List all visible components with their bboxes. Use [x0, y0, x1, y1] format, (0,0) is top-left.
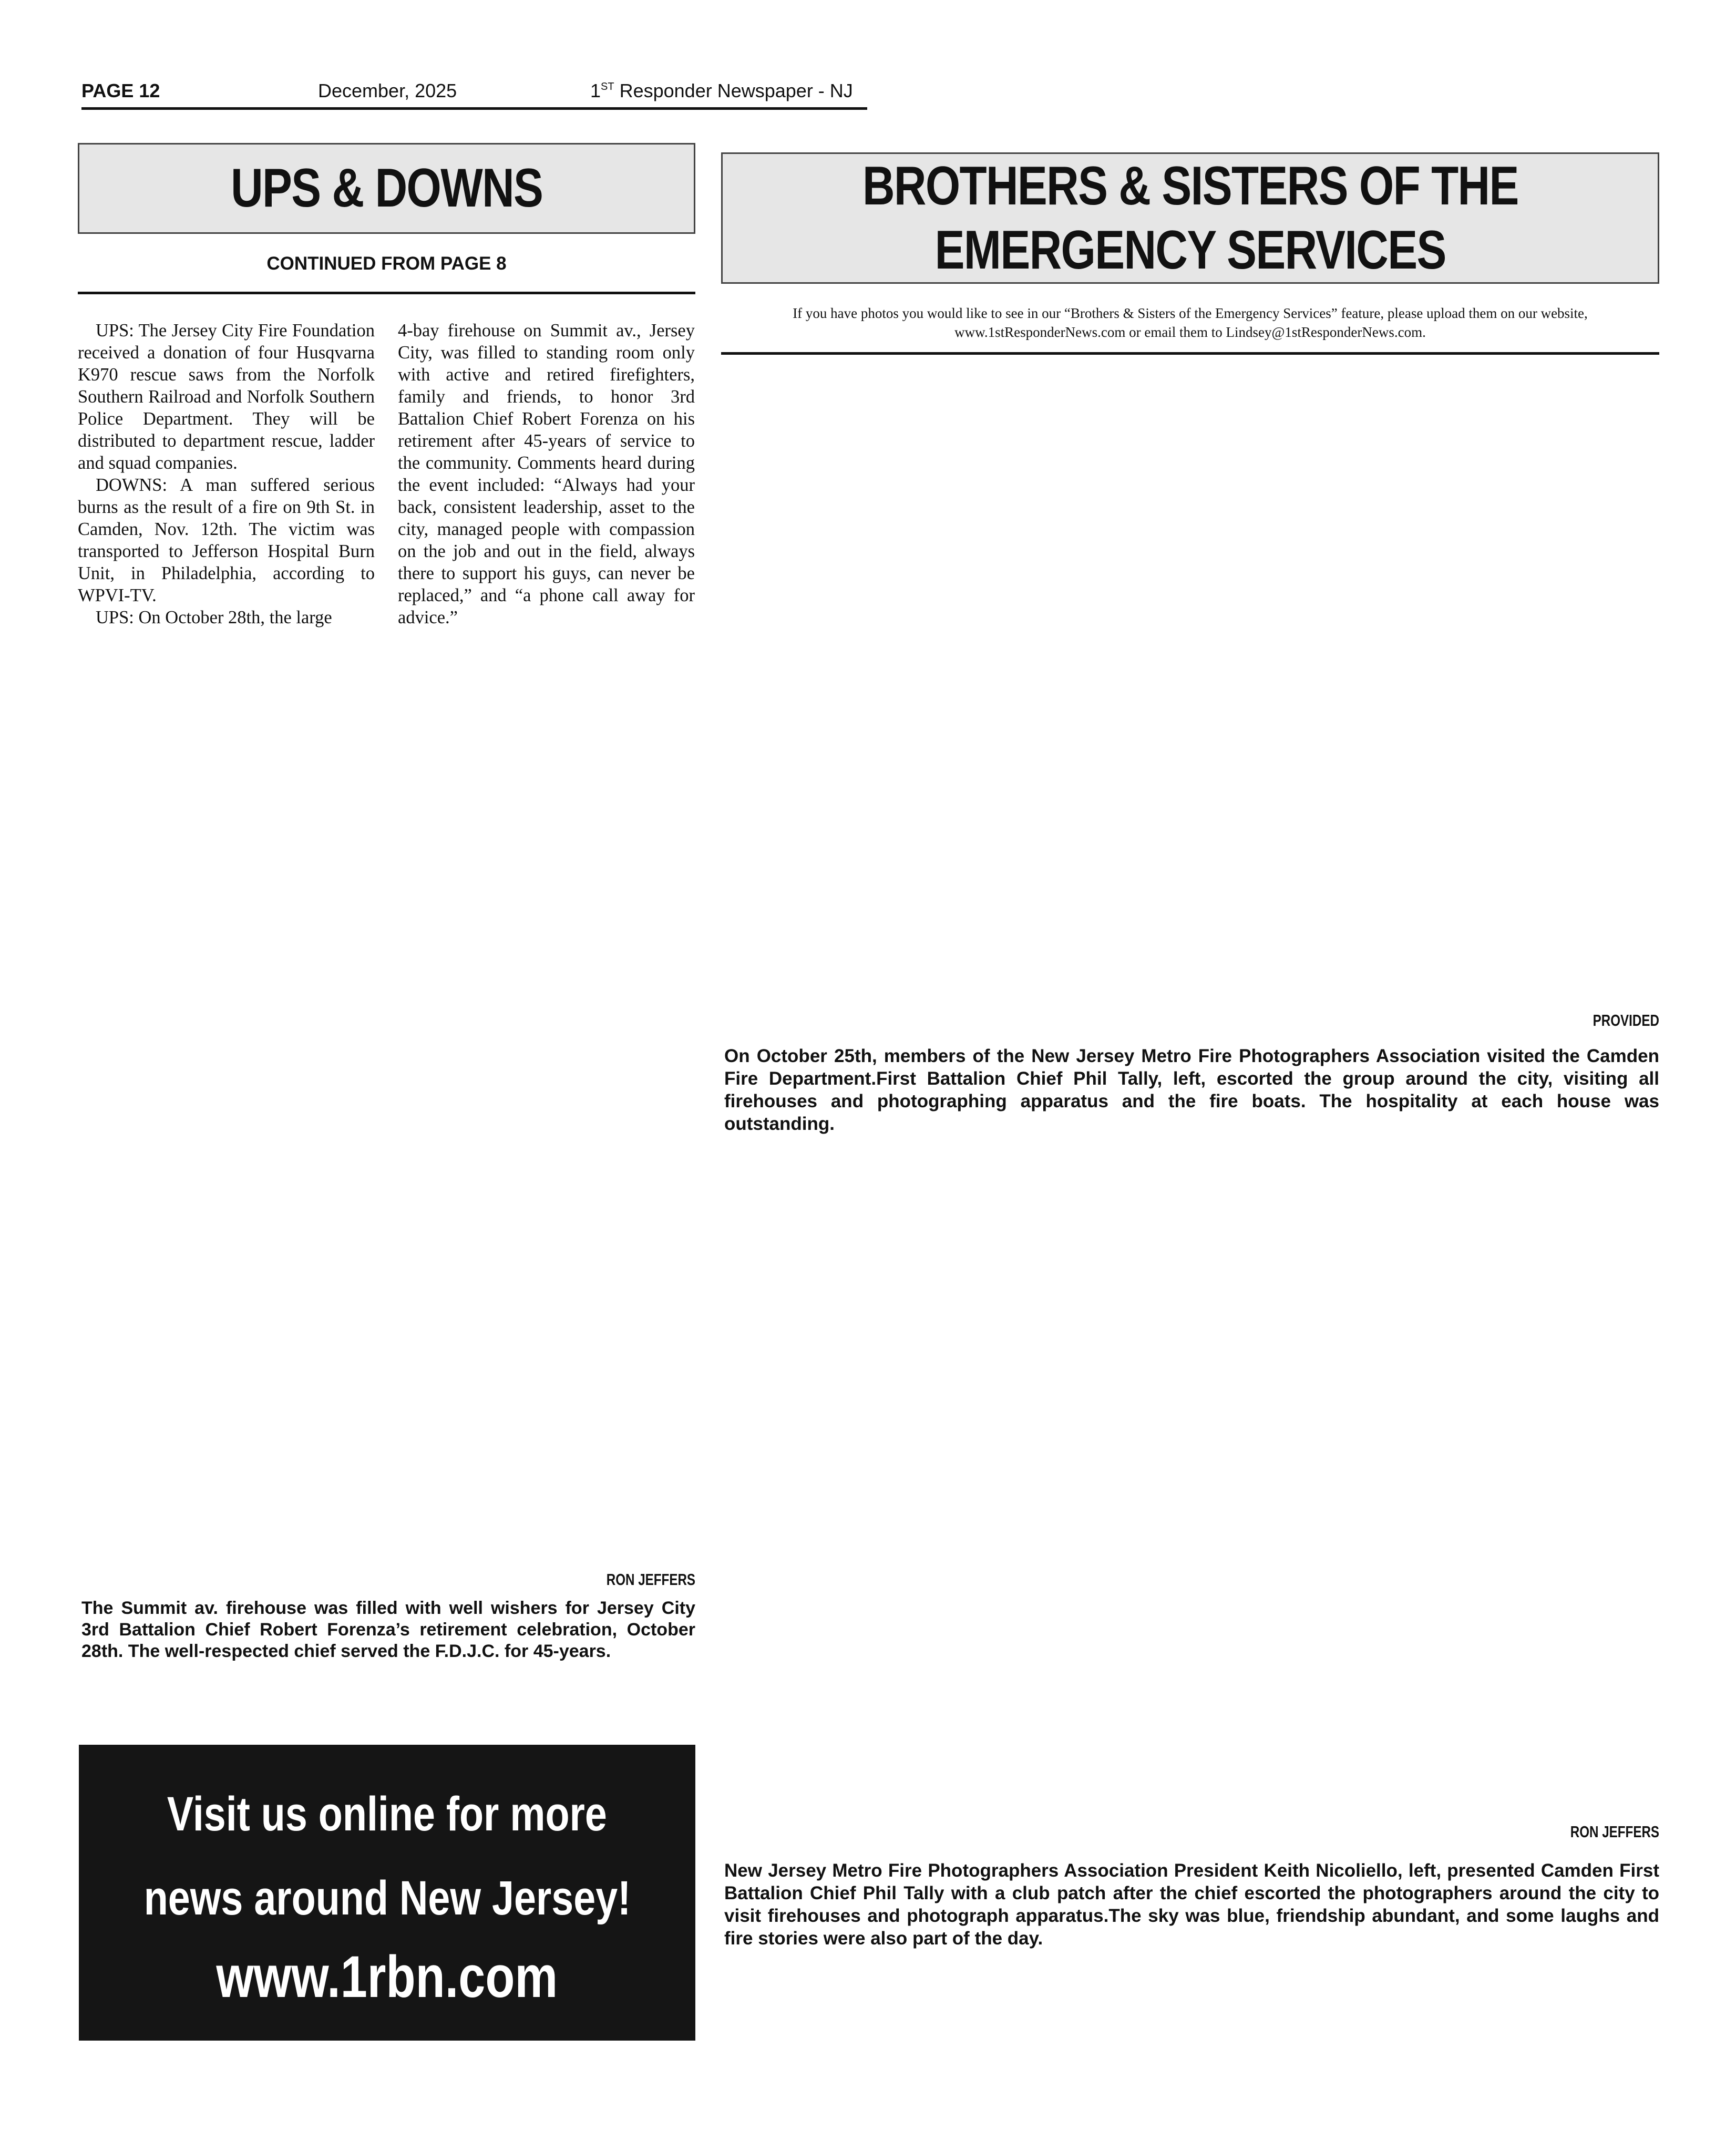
ups-downs-title: UPS & DOWNS: [230, 158, 543, 219]
photo-credit: [78, 1570, 695, 1589]
ups-downs-heading-box: [78, 143, 695, 234]
article-column-1: [78, 320, 375, 629]
article-paragraph: 4-bay firehouse on Summit av., Jersey City, was filled to standing room only with active and retired firefighters, family and friends, to honor 3rd Battalion Chief Robert Forenza on his retirement after 45-years of service to the community. Comments heard during the event included: “Always had your back, consistent leadership, asset to the city, managed people with compassion on the job and out in the field, always there to support his guys, can never be replaced,” and “a phone call away for advice.”: [398, 321, 695, 627]
photo-credit-text: PROVIDED: [1593, 1011, 1659, 1030]
photo-credit-text: RON JEFFERS: [1570, 1823, 1659, 1841]
article-paragraph: DOWNS: A man suffered serious burns as the result of a fire on 9th St. in Camden, Nov. 12th. The victim was transported to Jefferson Hospital Burn Unit, in Philadelphia, according to WPVI-TV.: [78, 475, 375, 605]
photo-caption: The Summit av. firehouse was filled with well wishers for Jersey City 3rd Battalion Chief Robert Forenza’s retirement celebration, October 28th. The well-respected chief served the F.D.J.C. for 45-years.: [81, 1598, 695, 1661]
section-rule: [78, 292, 695, 294]
photo-caption: New Jersey Metro Fire Photographers Association President Keith Nicoliello, left, presented Camden First Battalion Chief Phil Tally with a club patch after the chief escorted the photographers around the city to visit firehouses and photograph apparatus.The sky was blue, friendship abundant, and some laughs and fire stories were also part of the day.: [724, 1860, 1659, 1949]
submission-note-line-2: www.1stResponderNews.com or email them to Lindsey@1stResponderNews.com.: [954, 324, 1426, 340]
page-header: [81, 78, 870, 107]
brothers-sisters-title-line-1: BROTHERS & SISTERS OF THE: [862, 156, 1518, 217]
photo-club-patch: [721, 1156, 1659, 1808]
brothers-sisters-heading-box: [721, 152, 1659, 284]
section-rule: [721, 352, 1659, 355]
photo-credit-text: RON JEFFERS: [606, 1570, 695, 1589]
photo-credit: [721, 1823, 1659, 1841]
publication-title: Responder Newspaper - NJ: [614, 80, 853, 101]
issue-date: December, 2025: [318, 80, 457, 101]
publication-number: 1: [590, 80, 601, 101]
publication-superscript: ST: [601, 81, 614, 92]
article-paragraph: UPS: The Jersey City Fire Foundation received a donation of four Husqvarna K970 rescue saws from the Norfolk Southern Railroad and Norfolk Southern Police Department. They will be distributed to department rescue, ladder and squad companies.: [78, 321, 375, 473]
brothers-sisters-title-line-2: EMERGENCY SERVICES: [934, 220, 1446, 281]
page-number: PAGE 12: [81, 80, 160, 101]
photo-camden-visit: [721, 368, 1659, 998]
publication-name: [590, 80, 853, 102]
photo-caption: On October 25th, members of the New Jersey Metro Fire Photographers Association visited the Camden Fire Department.First Battalion Chief Phil Tally, left, escorted the group around the city, visiting all firehouses and photographing apparatus and the fire boats. The hospitality at each house was outstanding.: [724, 1046, 1659, 1134]
continued-note: CONTINUED FROM PAGE 8: [266, 253, 507, 274]
photo-credit: [721, 1011, 1659, 1030]
website-ad[interactable]: [79, 1745, 695, 2041]
ad-url-link[interactable]: www.1rbn.com: [216, 1943, 558, 2010]
ad-line-1: Visit us online for more: [167, 1787, 607, 1841]
header-rule: [81, 107, 867, 110]
submission-note: [721, 304, 1659, 342]
submission-note-line-1: If you have photos you would like to see in our “Brothers & Sisters of the Emergency Services” feature, please upload them on our website,: [793, 305, 1588, 321]
ad-line-2: news around New Jersey!: [143, 1871, 631, 1925]
article-paragraph: UPS: On October 28th, the large: [96, 608, 332, 627]
photo-summit-firehouse: [78, 667, 695, 1561]
article-column-2: [398, 320, 695, 629]
